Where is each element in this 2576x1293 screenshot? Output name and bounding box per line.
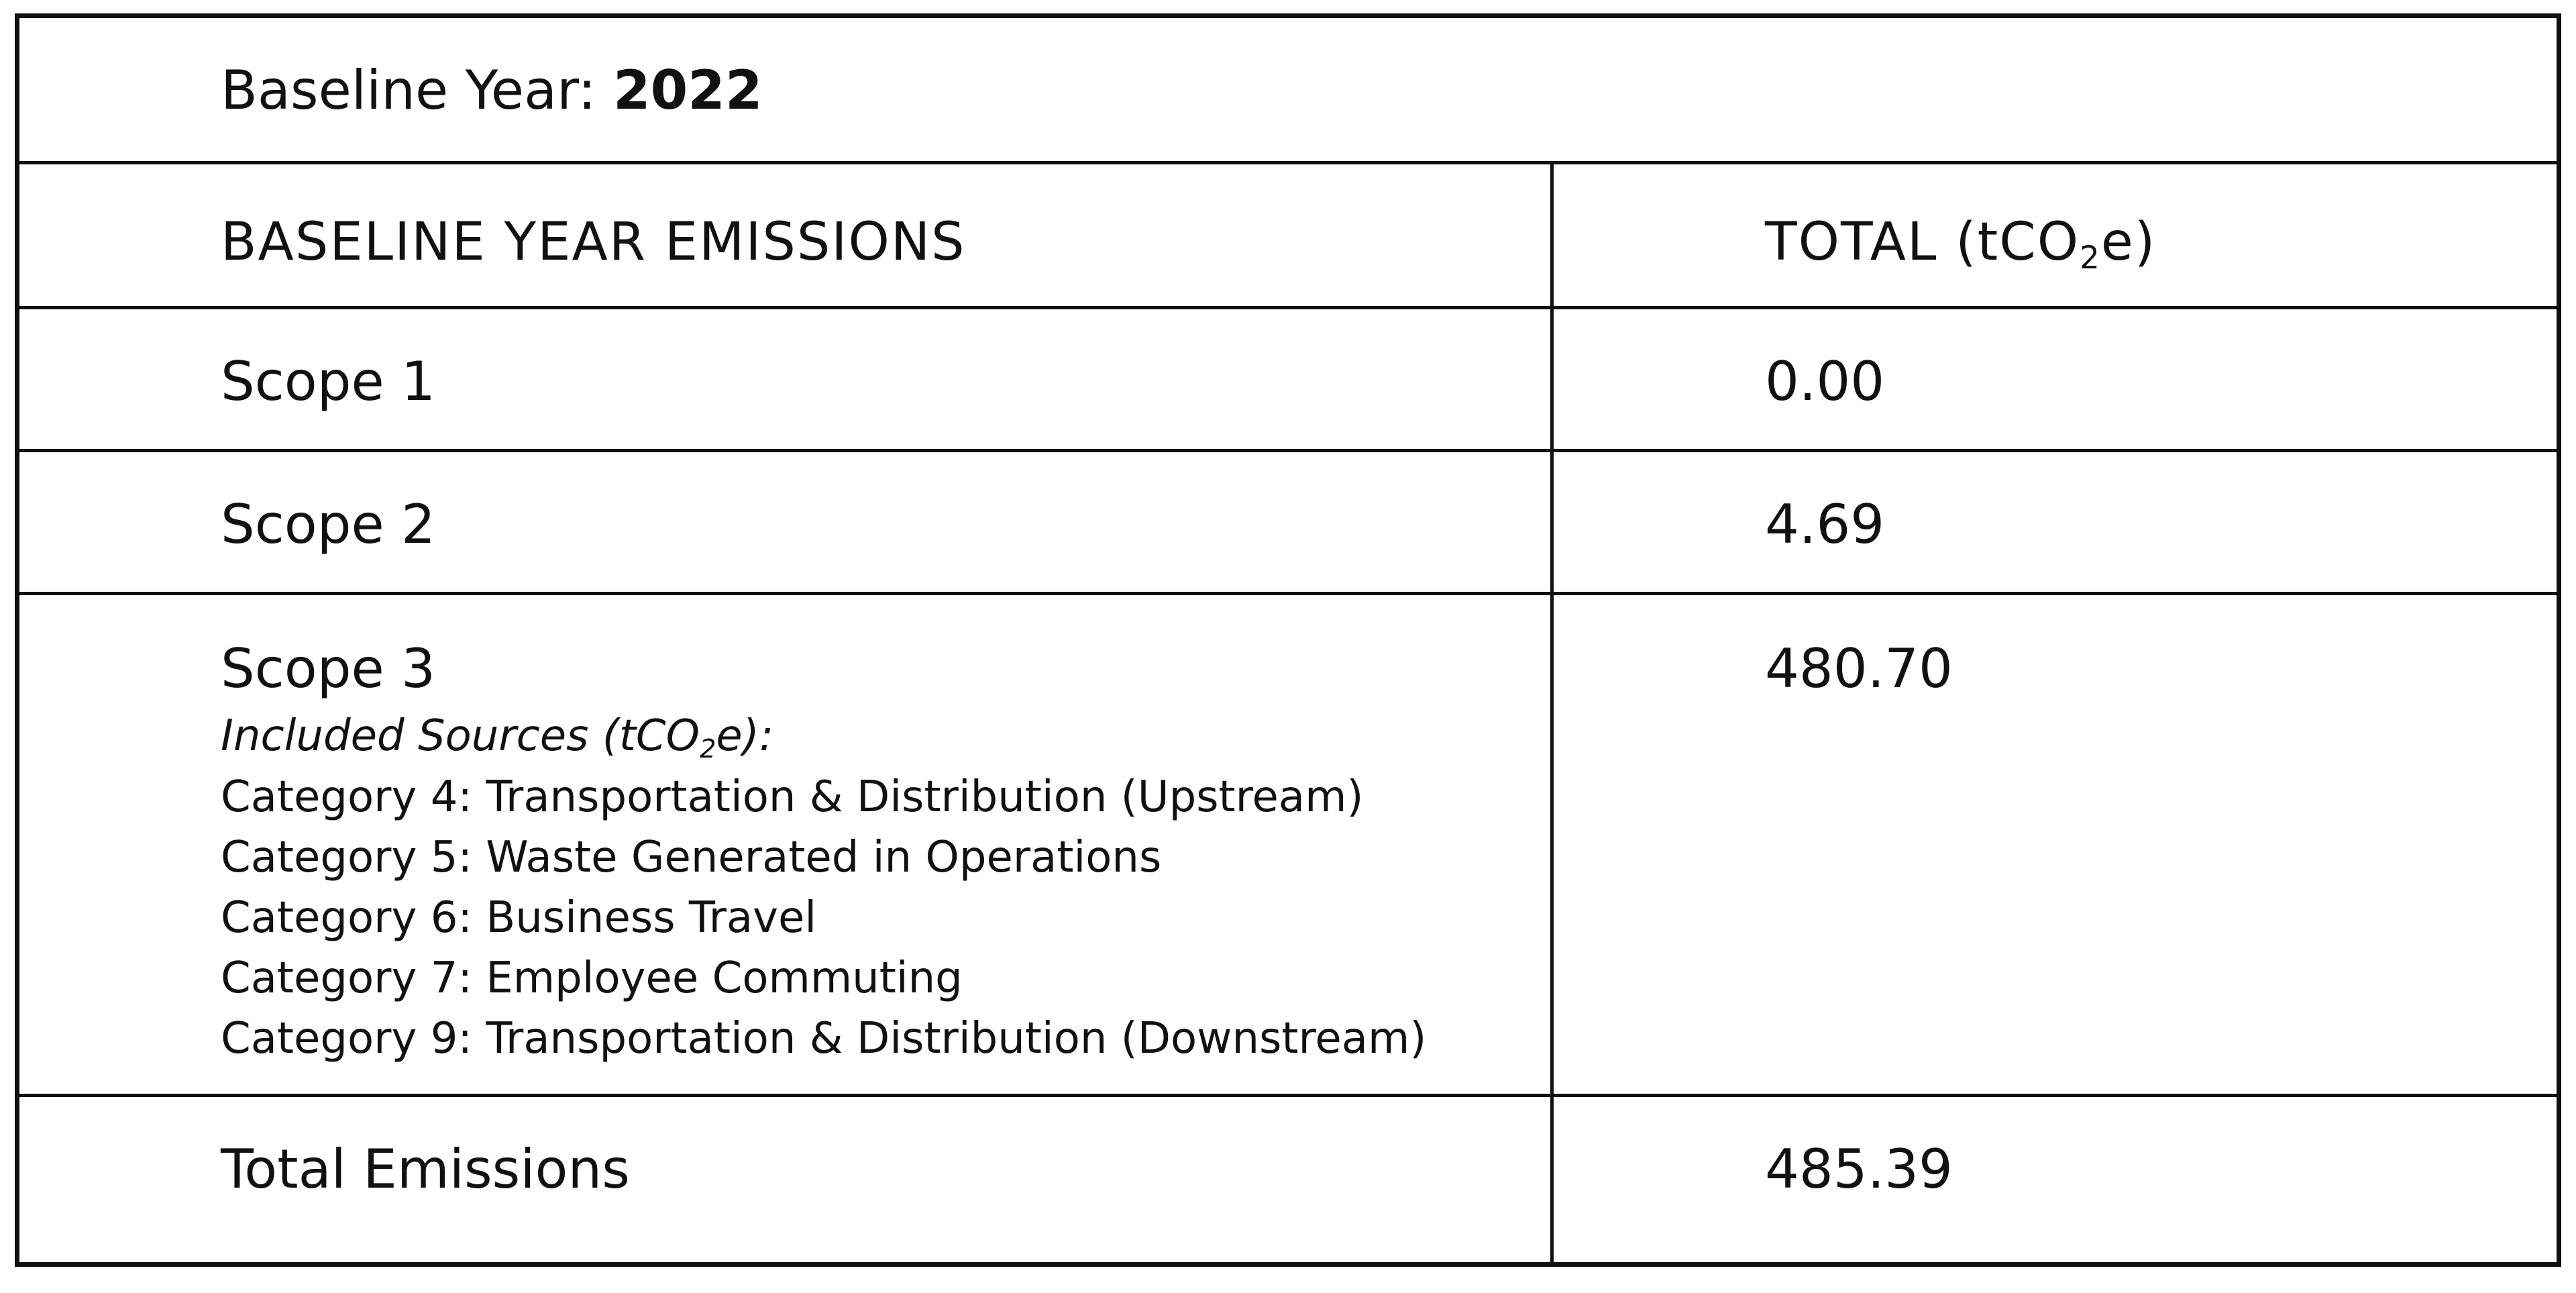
included-sources-title	[221, 711, 1550, 764]
scope1-row	[19, 309, 2557, 452]
list-item: Category 5: Waste Generated in Operations	[221, 833, 1162, 882]
baseline-year-cell	[19, 18, 2557, 161]
scope3-row	[19, 595, 2557, 1097]
included-sources-prefix: Included Sources (tCO	[221, 711, 700, 761]
total-value: 485.39	[1765, 1138, 1953, 1200]
list-item: Category 7: Employee Commuting	[221, 953, 963, 1003]
scope1-value-cell	[1554, 309, 2557, 449]
emissions-table	[15, 13, 2561, 1267]
scope1-value: 0.00	[1765, 350, 1885, 413]
scope3-value: 480.70	[1765, 637, 1953, 700]
included-sources-subscript: 2	[699, 733, 716, 764]
scope1-label-cell	[19, 309, 1554, 449]
scope1-label: Scope 1	[221, 350, 436, 413]
header-emissions-label: BASELINE YEAR EMISSIONS	[221, 212, 966, 272]
header-total-label	[1765, 212, 2557, 277]
total-value-cell	[1554, 1097, 2557, 1262]
included-sources-list	[221, 767, 1550, 1069]
baseline-year-row	[19, 18, 2557, 164]
list-item: Category 9: Transportation & Distribution (Downstream)	[221, 1014, 1427, 1064]
scope2-value: 4.69	[1765, 493, 1885, 556]
baseline-year-value: 2022	[612, 59, 763, 121]
scope2-value-cell	[1554, 452, 2557, 592]
header-total-subscript: 2	[2080, 240, 2101, 277]
header-emissions-cell	[19, 164, 1554, 306]
header-total-suffix: e)	[2100, 212, 2157, 272]
scope2-label: Scope 2	[221, 493, 436, 556]
total-label-cell	[19, 1097, 1554, 1262]
scope3-value-cell	[1554, 595, 2557, 1094]
baseline-year-text	[221, 59, 2557, 121]
included-sources-suffix: e):	[716, 711, 774, 761]
total-row	[19, 1097, 2557, 1262]
scope2-label-cell	[19, 452, 1554, 592]
baseline-year-label: Baseline Year:	[221, 59, 613, 121]
list-item: Category 4: Transportation & Distribution (Upstream)	[221, 772, 1364, 822]
header-total-prefix: TOTAL (tCO	[1765, 212, 2080, 272]
header-total-cell	[1554, 164, 2557, 306]
scope3-label-cell	[19, 595, 1554, 1094]
scope3-label: Scope 3	[221, 637, 436, 700]
list-item: Category 6: Business Travel	[221, 893, 817, 943]
table-header-row	[19, 164, 2557, 309]
scope2-row	[19, 452, 2557, 595]
total-label: Total Emissions	[221, 1138, 630, 1200]
